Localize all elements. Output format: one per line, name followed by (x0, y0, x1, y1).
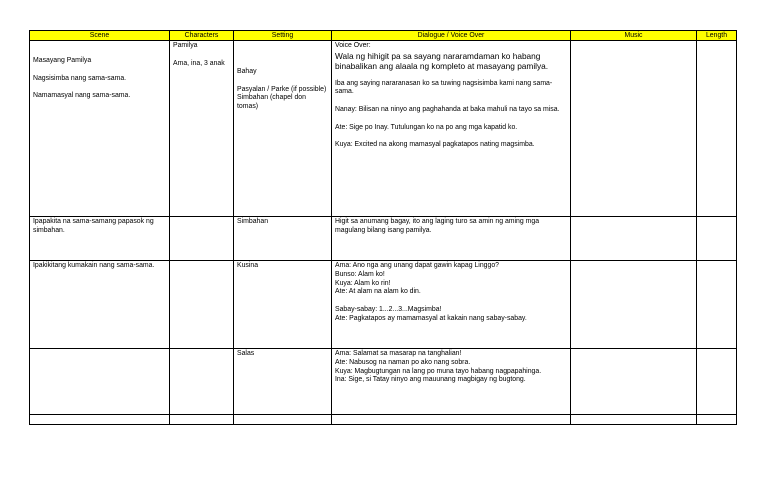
characters-cell (170, 261, 234, 349)
scene-text: Ipapakita na sama-samang papasok ng simbahan. (33, 218, 154, 234)
header-dialogue: Dialogue / Voice Over (332, 31, 571, 41)
setting-text: Kusina (237, 262, 259, 269)
header-row (30, 31, 737, 41)
dialogue-line: Ate: Sige po Inay. Tutulungan ko na po ang mga kapatid ko. (335, 123, 518, 131)
dialogue-line: Higit sa anumang bagay, ito ang laging turo sa amin ng aming mga magulang bilang isang pamilya. (335, 218, 540, 234)
characters-text: Pamilya (173, 42, 198, 49)
table-row (30, 41, 737, 217)
scene-text: Namamasyal nang sama-sama. (33, 92, 131, 100)
scene-cell (30, 41, 170, 217)
script-table (29, 30, 737, 425)
setting-text: Salas (237, 350, 255, 357)
characters-cell (170, 217, 234, 261)
header-length: Length (697, 31, 737, 41)
dialogue-line: Ama: Ano nga ang unang dapat gawin kapag Linggo? (335, 262, 499, 269)
length-cell (697, 217, 737, 261)
setting-cell (234, 349, 332, 415)
header-music: Music (571, 31, 697, 41)
setting-cell (234, 261, 332, 349)
length-cell (697, 41, 737, 217)
characters-cell (170, 41, 234, 217)
length-cell (697, 415, 737, 425)
dialogue-line: Sabay-sabay: 1...2...3...Magsimba! (335, 305, 442, 313)
length-cell (697, 349, 737, 415)
dialogue-line: Ate: At alam na alam ko din. (335, 288, 421, 296)
dialogue-line: Ate: Nabusog na naman po ako nang sobra. (335, 358, 471, 366)
setting-cell (234, 217, 332, 261)
dialogue-line: Nanay: Bilisan na ninyo ang paghahanda at baka mahuli na tayo sa misa. (335, 105, 560, 113)
setting-text: Simbahan (chapel don tomas) (237, 94, 306, 111)
voice-over-label: Voice Over: (335, 42, 371, 49)
setting-text: Simbahan (237, 218, 269, 225)
dialogue-cell (332, 261, 571, 349)
setting-text: Pasyalan / Parke (if possible) (237, 85, 327, 93)
dialogue-cell (332, 415, 571, 425)
scene-text: Masayang Pamilya (33, 57, 92, 64)
characters-cell (170, 415, 234, 425)
dialogue-line: Kuya: Alam ko rin! (335, 279, 391, 287)
dialogue-cell (332, 41, 571, 217)
characters-text: Ama, ina, 3 anak (173, 59, 225, 67)
setting-cell (234, 41, 332, 217)
scene-text: Nagsisimba nang sama-sama. (33, 74, 127, 82)
scene-cell (30, 415, 170, 425)
scene-cell (30, 261, 170, 349)
dialogue-line: Bunso: Alam ko! (335, 270, 385, 278)
dialogue-line: Kuya: Excited na akong mamasyal pagkatapos nating magsimba. (335, 141, 535, 149)
characters-cell (170, 349, 234, 415)
table-row (30, 217, 737, 261)
music-cell (571, 261, 697, 349)
table-row (30, 261, 737, 349)
dialogue-line: Kuya: Magbugtungan na lang po muna tayo habang nagpapahinga. (335, 367, 542, 375)
scene-cell (30, 349, 170, 415)
dialogue-line: Ina: Sige, si Tatay ninyo ang mauunang magbigay ng bugtong. (335, 376, 526, 384)
music-cell (571, 415, 697, 425)
header-characters: Characters (170, 31, 234, 41)
dialogue-cell (332, 349, 571, 415)
table-row (30, 415, 737, 425)
length-cell (697, 261, 737, 349)
dialogue-cell (332, 217, 571, 261)
dialogue-line: Ate: Pagkatapos ay mamamasyal at kakain nang sabay-sabay. (335, 314, 527, 322)
setting-text: Bahay (237, 68, 257, 75)
header-setting: Setting (234, 31, 332, 41)
music-cell (571, 349, 697, 415)
header-scene: Scene (30, 31, 170, 41)
scene-text: Ipakikitang kumakain nang sama-sama. (33, 262, 155, 269)
scene-cell (30, 217, 170, 261)
setting-cell (234, 415, 332, 425)
table-row (30, 349, 737, 415)
dialogue-line: Ama: Salamat sa masarap na tanghalian! (335, 350, 462, 357)
dialogue-line: Iba ang saying nararanasan ko sa tuwing nagsisimba kami nang sama-sama. (335, 79, 553, 96)
music-cell (571, 217, 697, 261)
voice-over-text: Wala ng hihigit pa sa sayang nararamdaman ko habang binabalikan ang alaala ng kompleto at masayang pamilya. (335, 50, 549, 71)
music-cell (571, 41, 697, 217)
